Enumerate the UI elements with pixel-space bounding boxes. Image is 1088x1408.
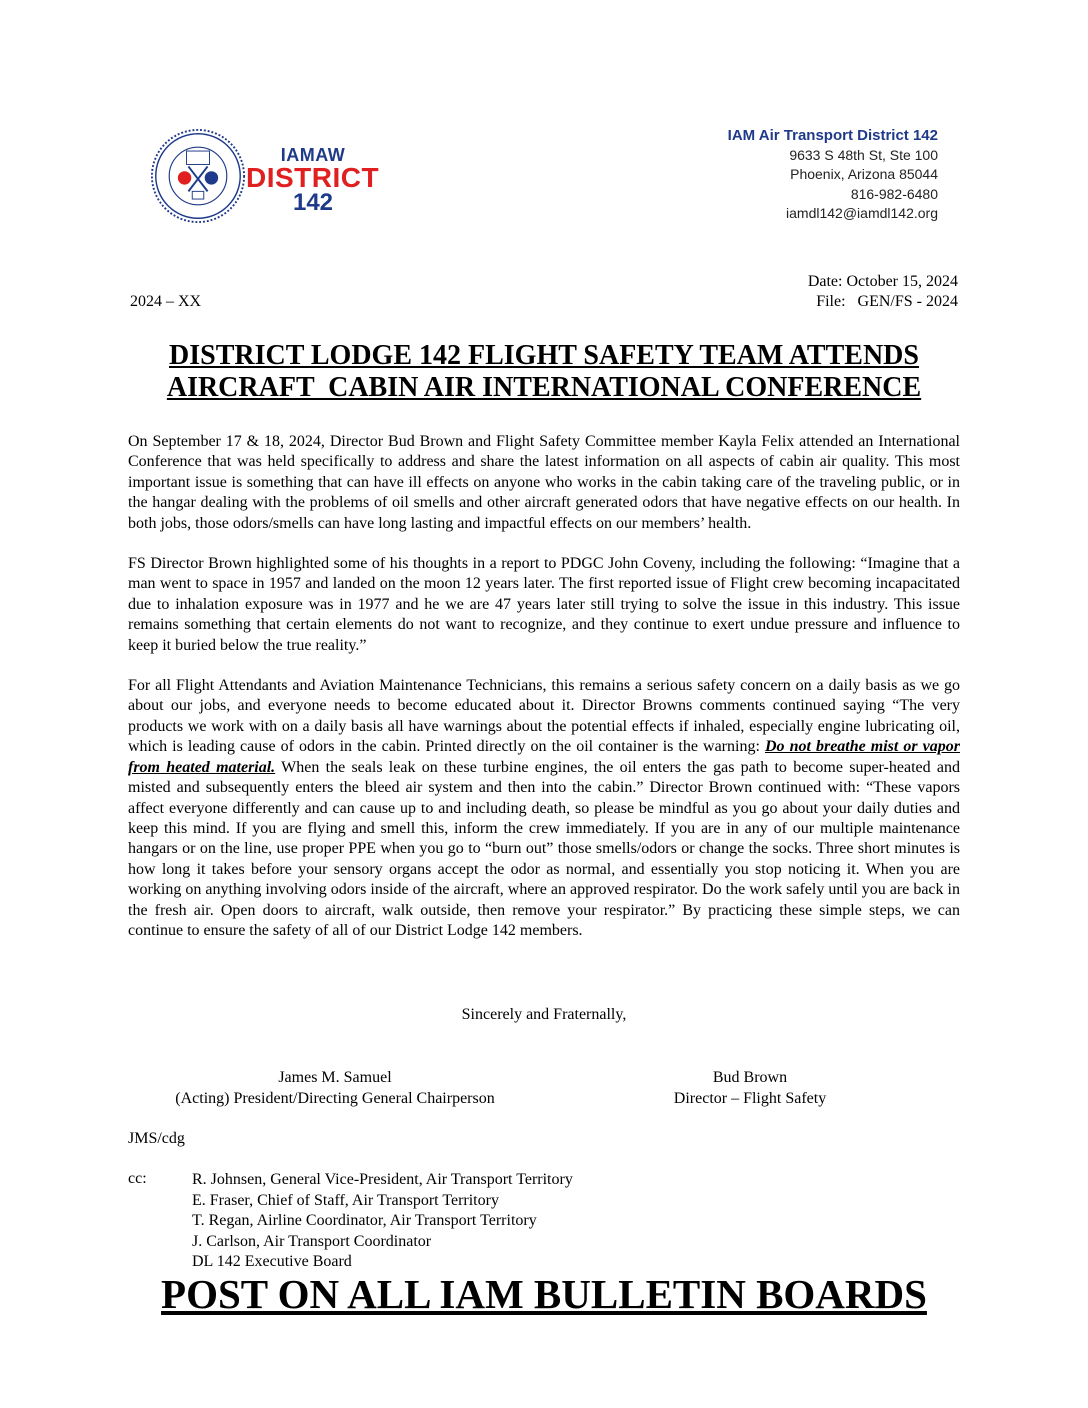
cc-recipient: J. Carlson, Air Transport Coordinator (192, 1232, 432, 1250)
address-line-1: 9633 S 48th St, Ste 100 (789, 146, 938, 163)
cc-label: cc: (128, 1170, 147, 1187)
title-line-2: AIRCRAFT CABIN AIR INTERNATIONAL CONFERENCE (166, 372, 922, 403)
signature-right (640, 1067, 860, 1109)
organization-name: IAM Air Transport District 142 (727, 127, 938, 144)
warning-text: Do not breathe mist or vapor from heated material. (128, 738, 961, 776)
letterhead-address (728, 126, 938, 224)
signature-left (140, 1067, 530, 1109)
body-paragraph-1: On September 17 & 18, 2024, Director Bud Brown and Flight Safety Committee member Kayla Felix attended an International Conference that was held specifically to address and share the latest information on all aspects of cabin air quality. This most important issue is something that can have ill effects on anyone who works in the cabin taking care of the traveling public, or in the hangar dealing with the problems of oil smells and other aircraft generated odors that have negative effects on our health. In both jobs, those odors/smells can have long lasting and impactful effects on our members’ health. (128, 433, 960, 532)
signatory-title-right: Director – Flight Safety (673, 1090, 827, 1107)
logo-iamaw-text: IAMAW (280, 145, 346, 165)
address-line-2: Phoenix, Arizona 85044 (790, 166, 938, 182)
logo-district-text: DISTRICT (246, 162, 380, 193)
typist-initials: JMS/cdg (128, 1130, 185, 1147)
signatory-title-left: (Acting) President/Directing General Chairperson (175, 1090, 495, 1107)
signatory-name-left: James M. Samuel (278, 1069, 392, 1086)
cc-recipient: R. Johnsen, General Vice-President, Air Transport Territory (192, 1171, 573, 1188)
body-paragraph-3 (128, 676, 960, 941)
signatory-name-right: Bud Brown (712, 1069, 788, 1086)
document-title (120, 340, 968, 404)
posting-notice: POST ON ALL IAM BULLETIN BOARDS (161, 1271, 927, 1317)
document-file: File: GEN/FS - 2024 (816, 293, 958, 310)
iam-seal-logo (150, 128, 246, 224)
cc-list (192, 1170, 573, 1273)
logo-142-text: 142 (292, 189, 334, 216)
closing-salutation: Sincerely and Fraternally, (461, 1006, 627, 1023)
title-line-1: DISTRICT LODGE 142 FLIGHT SAFETY TEAM ATTENDS (169, 340, 919, 371)
body-paragraph-2: FS Director Brown highlighted some of his thoughts in a report to PDGC John Coveny, including the following: “Imagine that a man went to space in 1957 and landed on the moon 12 years later. The first reported issue of Flight crew becoming incapacitated due to inhalation exposure was in 1977 and he we are 47 years later still trying to solve the issue in this industry. This issue remains something that certain elements do not want to recognize, and they continue to exert undue pressure and influence to keep it buried below the true reality.” (128, 555, 960, 654)
paragraph-3-intro: For all Flight Attendants and Aviation Maintenance Technicians, this remains a serious safety concern on a daily basis as we go about our jobs, and everyone needs to become educated about it. Director Browns comments continued saying “The very products we work with on a daily basis all have warnings about the potential effects if inhaled, especially engine lubricating oil, which is leading cause of odors in the cabin. Printed directly on the oil container is the warning: (128, 677, 960, 756)
phone-number: 816-982-6480 (850, 185, 938, 202)
document-date: Date: October 15, 2024 (807, 273, 958, 290)
cc-recipient: E. Fraser, Chief of Staff, Air Transport Territory (192, 1191, 499, 1209)
cc-recipient: T. Regan, Airline Coordinator, Air Transport Territory (192, 1212, 537, 1229)
cc-recipient: DL 142 Executive Board (192, 1253, 352, 1270)
email-address: iamdl142@iamdl142.org (786, 205, 938, 221)
paragraph-3-rest: When the seals leak on these turbine engines, the oil enters the gas path to become super-heated and misted and subsequently enters the bleed air system and then into the cabin.” Director Brown continued with: “These vapors affect everyone differently and can cause up to and including death, so please be mindful as you go about your daily duties and keep this mind. If you are flying and smell this, inform the crew immediately. If you are in any of our multiple maintenance hangars or on the line, use proper PPE when you go to “burn out” those smells/odors or change the socks. Three short minutes is how long it takes before your sensory organs accept the odor as normal, and essentially you stop noticing it. When you are working on anything involving odors inside of the aircraft, where an approved respirator. Do the work safely until you are back in the fresh air. Open doors to aircraft, walk outside, then remove your respirator.” By practicing these simple steps, we can continue to ensure the safety of all of our District Lodge 142 members. (128, 758, 960, 939)
document-meta (808, 272, 958, 312)
letter-body (128, 432, 960, 961)
document-number: 2024 – XX (130, 293, 202, 310)
